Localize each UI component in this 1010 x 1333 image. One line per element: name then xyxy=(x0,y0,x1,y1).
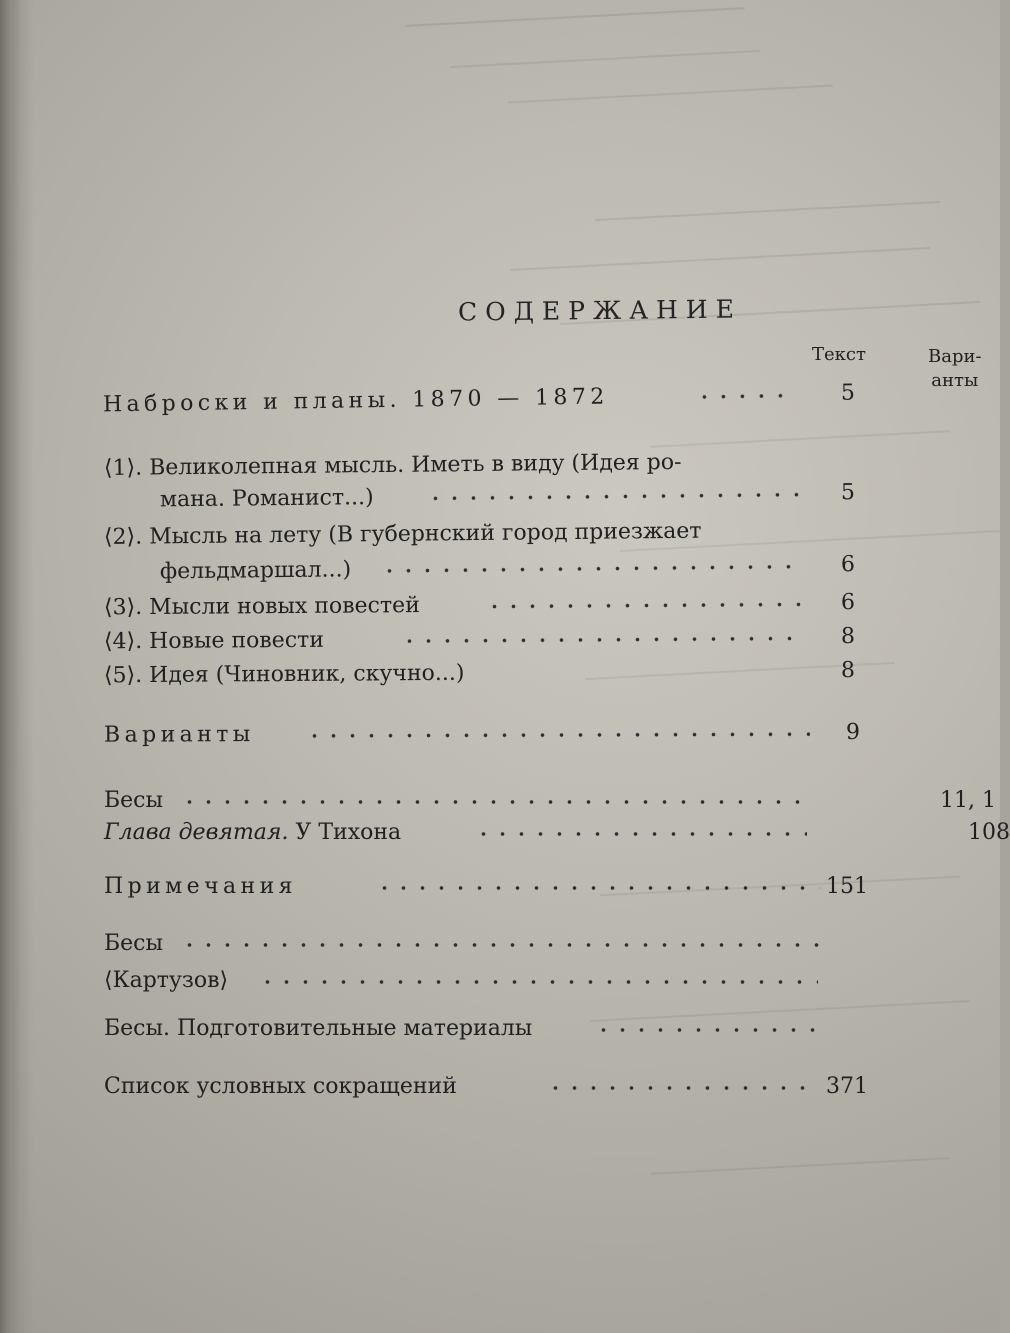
dot-leader xyxy=(305,728,810,742)
text-page-number: 6 xyxy=(840,590,856,616)
page-title: СОДЕРЖАНИЕ xyxy=(457,294,743,327)
bleed-through-line xyxy=(405,7,745,27)
variants-page-number: 108 xyxy=(968,820,1010,845)
dot-leader xyxy=(695,389,797,403)
toc-entry xyxy=(0,1068,1000,1108)
toc-entry-label: ⟨3⟩. Мысли новых повестей xyxy=(103,593,420,621)
dot-leader xyxy=(380,561,800,577)
chapter-title: У Тихона xyxy=(295,820,402,845)
dot-leader xyxy=(375,882,820,894)
toc-entry-label-line2: фельдмаршал...) xyxy=(159,557,352,585)
text-page-number: 9 xyxy=(845,719,861,746)
dot-leader xyxy=(594,1024,816,1036)
dot-leader xyxy=(546,1082,818,1094)
toc-entry-label-line2: мана. Романист...) xyxy=(159,485,374,513)
toc-entry-label: Бесы xyxy=(104,788,164,813)
bleed-through-line xyxy=(510,247,930,271)
toc-entry-label: Наброски и планы. 1870 — 1872 xyxy=(102,384,609,418)
dot-leader xyxy=(400,632,802,647)
toc-entry-label xyxy=(104,814,401,852)
bleed-through-line xyxy=(595,201,940,221)
bleed-through-line xyxy=(450,50,760,68)
dot-leader xyxy=(474,828,807,840)
text-page-number: 371 xyxy=(826,1074,868,1099)
text-page-number: 5 xyxy=(840,380,856,406)
bleed-through-line xyxy=(650,1157,950,1175)
dot-leader xyxy=(180,939,820,951)
toc-entry xyxy=(0,962,1000,1002)
variants-page-number: 11, 1 xyxy=(940,788,996,813)
text-page-number: 8 xyxy=(840,624,856,650)
column-header-text: Текст xyxy=(812,344,866,365)
toc-entry-label: Варианты xyxy=(103,722,255,748)
column-header-variants-label: Вари- анты xyxy=(928,346,982,391)
chapter-label: Глава девятая. xyxy=(104,820,289,845)
toc-entry xyxy=(0,925,1000,965)
text-page-number: 151 xyxy=(826,874,868,899)
toc-entry-label-line1: ⟨2⟩. Мысль на лету (В губернский город приезжает xyxy=(103,518,702,550)
toc-entry xyxy=(0,814,1010,854)
toc-entry-label-line1: ⟨1⟩. Великолепная мысль. Иметь в виду (Идея ро- xyxy=(103,449,682,481)
toc-entry xyxy=(0,714,1000,757)
text-page-number: 5 xyxy=(840,480,856,506)
toc-entry xyxy=(0,1010,1000,1050)
text-page-number: 8 xyxy=(840,658,856,684)
toc-entry-label: Примечания xyxy=(104,874,297,899)
dot-leader xyxy=(485,598,803,612)
dot-leader xyxy=(426,489,801,505)
toc-entry xyxy=(0,868,1000,908)
toc-entry-label: ⟨5⟩. Идея (Чиновник, скучно...) xyxy=(103,660,465,689)
toc-entry-label: ⟨4⟩. Новые повести xyxy=(103,627,325,655)
toc-entry-label: ⟨Картузов⟩ xyxy=(104,968,229,993)
toc-entry-label: Бесы. Подготовительные материалы xyxy=(104,1016,533,1041)
text-page-number: 6 xyxy=(840,552,856,578)
toc-entry-label: Список условных сокращений xyxy=(104,1074,457,1099)
toc-entry xyxy=(0,372,1000,428)
dot-leader xyxy=(258,976,818,988)
dot-leader xyxy=(180,796,808,808)
toc-entry-label: Бесы xyxy=(104,931,164,956)
bleed-through-line xyxy=(508,84,833,103)
toc-entry xyxy=(0,651,1000,698)
